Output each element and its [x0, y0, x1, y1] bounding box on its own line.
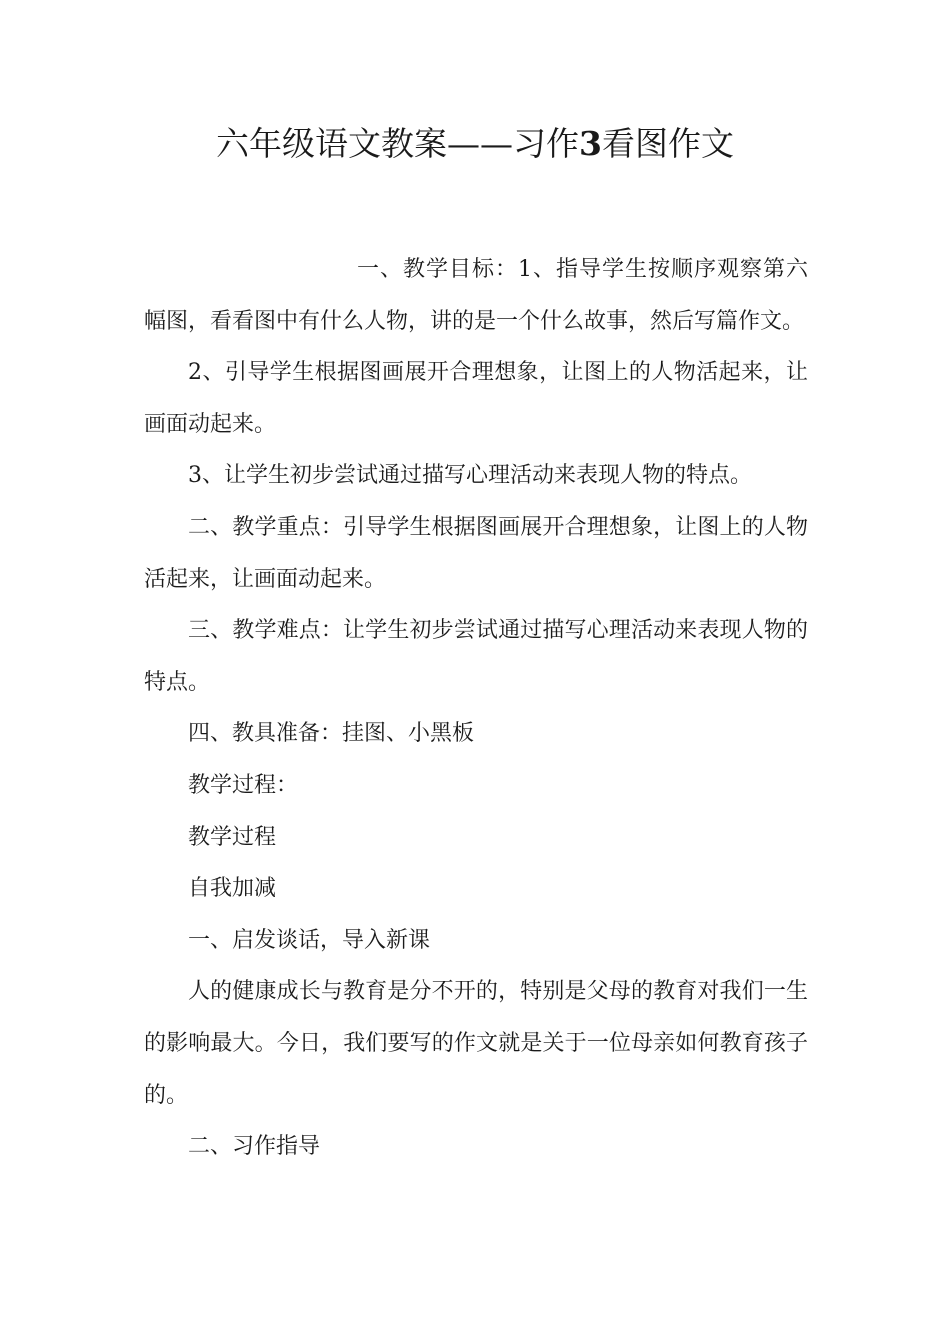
- paragraph-process-heading: 教学过程：: [188, 772, 299, 798]
- paragraph-goal-3: 3、让学生初步尝试通过描写心理活动来表现人物的特点。: [188, 463, 752, 489]
- paragraph-process: 教学过程: [188, 824, 277, 850]
- paragraph-teaching-aids: 四、教具准备：挂图、小黑板: [188, 721, 475, 747]
- paragraph-intro-text: 人的健康成长与教育是分不开的，特别是父母的教育对我们一生的影响最大。今日，我们要写的作文就是关于一位母亲如何教育孩子的。: [144, 979, 808, 1108]
- paragraph-self-adjust: 自我加减: [188, 876, 277, 902]
- paragraph-section-1: 一、启发谈话，导入新课: [188, 927, 431, 953]
- paragraph-section-2: 二、习作指导: [188, 1134, 321, 1160]
- document-title: [0, 118, 950, 170]
- title-suffix: 看图作文: [601, 124, 734, 163]
- title-prefix: 六年级语文教案——习作: [216, 124, 580, 163]
- paragraph-difficulties: 三、教学难点：让学生初步尝试通过描写心理活动来表现人物的特点。: [144, 618, 808, 695]
- paragraph-teaching-goals: 一、教学目标：1、指导学生按顺序观察第六幅图，看看图中有什么人物，讲的是一个什么故事，然后写篇作文。: [144, 257, 808, 334]
- document-body: [144, 244, 808, 1173]
- paragraph-key-points: 二、教学重点：引导学生根据图画展开合理想象，让图上的人物活起来，让画面动起来。: [144, 514, 808, 592]
- paragraph-goal-2: 2、引导学生根据图画展开合理想象，让图上的人物活起来，让画面动起来。: [144, 360, 808, 437]
- title-number: 3: [579, 124, 602, 163]
